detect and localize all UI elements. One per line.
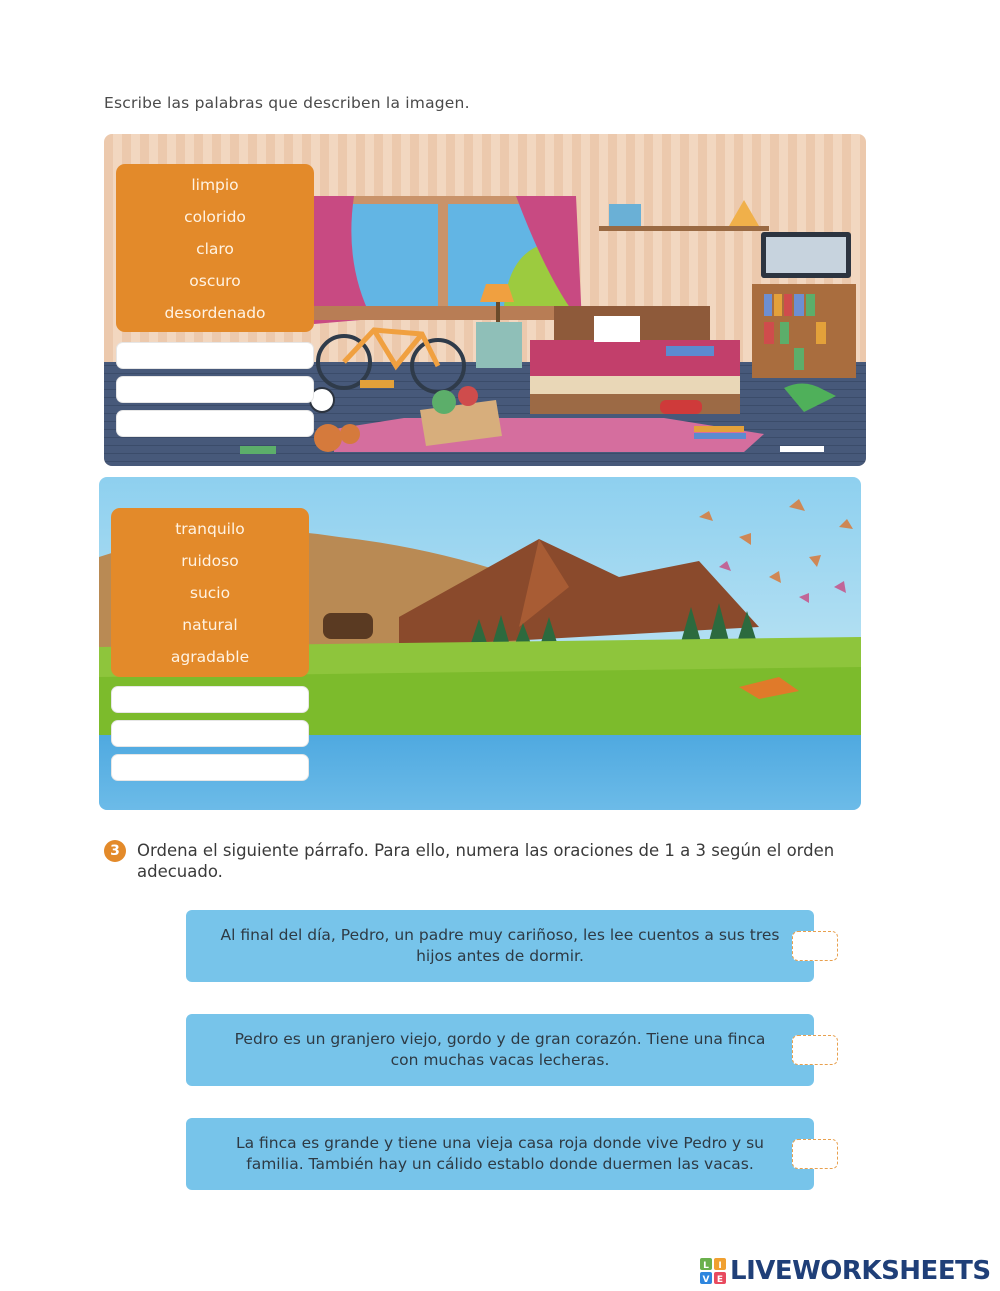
order-number-field-3[interactable] — [792, 1139, 838, 1169]
svg-text:L: L — [703, 1261, 709, 1271]
word-bank-item: ruidoso — [181, 552, 239, 570]
bedroom-answer-field-3[interactable] — [116, 410, 314, 437]
word-bank-item: oscuro — [189, 272, 241, 290]
order-number-field-1[interactable] — [792, 931, 838, 961]
landscape-answer-field-1[interactable] — [111, 686, 309, 713]
sentence-text: La finca es grande y tiene una vieja casa roja donde vive Pedro y su familia. También hay un cálido establo donde duermen las vacas. — [235, 1134, 765, 1173]
bedroom-answer-field-2[interactable] — [116, 376, 314, 403]
svg-text:V: V — [702, 1275, 710, 1284]
svg-text:E: E — [716, 1275, 724, 1284]
sentence-strip-1 — [186, 910, 814, 982]
sentence-strip-3 — [186, 1118, 814, 1190]
word-bank-item: colorido — [184, 208, 246, 226]
order-number-field-2[interactable] — [792, 1035, 838, 1065]
bedroom-word-bank — [116, 164, 314, 332]
sentence-strip-2 — [186, 1014, 814, 1086]
word-bank-item: limpio — [191, 176, 239, 194]
instruction-activity-1: Escribe las palabras que describen la imagen. — [104, 94, 470, 112]
logo-text: LIVEWORKSHEETS — [730, 1256, 991, 1286]
logo-blocks-icon — [700, 1258, 726, 1284]
svg-text:I: I — [718, 1261, 722, 1271]
instruction-activity-3: Ordena el siguiente párrafo. Para ello, numera las oraciones de 1 a 3 según el orden adecuado. — [137, 841, 835, 881]
liveworksheets-logo — [700, 1256, 991, 1286]
word-bank-item: agradable — [170, 648, 250, 666]
word-bank-item: tranquilo — [175, 520, 245, 538]
landscape-answer-field-2[interactable] — [111, 720, 309, 747]
sentence-text: Al final del día, Pedro, un padre muy cariñoso, les lee cuentos a sus tres hijos antes de dormir. — [220, 926, 780, 965]
bedroom-answer-field-1[interactable] — [116, 342, 314, 369]
word-bank-item: claro — [196, 240, 234, 258]
activity-number-badge: 3 — [104, 840, 126, 862]
landscape-answer-field-3[interactable] — [111, 754, 309, 781]
word-bank-item: desordenado — [164, 304, 266, 322]
word-bank-item: natural — [182, 616, 238, 634]
landscape-word-bank — [111, 508, 309, 677]
word-bank-item: sucio — [189, 584, 231, 602]
sentence-text: Pedro es un granjero viejo, gordo y de gran corazón. Tiene una finca con muchas vacas lecheras. — [234, 1030, 766, 1069]
